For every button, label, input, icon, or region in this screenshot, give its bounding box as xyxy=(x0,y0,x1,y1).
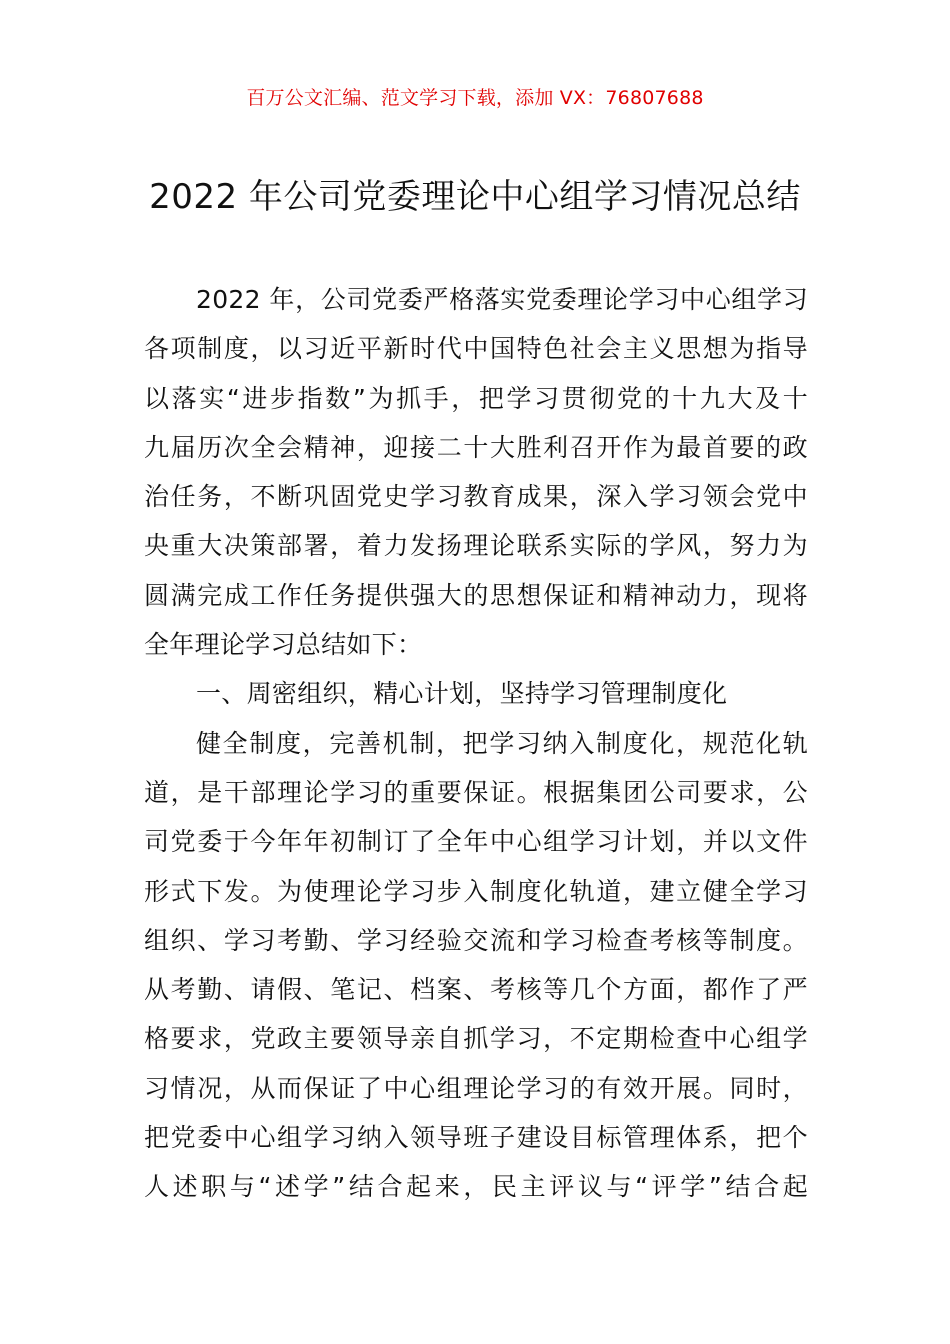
document-body xyxy=(144,275,808,1212)
paragraph-2-line: 习情况，从而保证了中心组理论学习的有效开展。同时， xyxy=(144,1073,808,1103)
paragraph-2-line: 人述职与“述学”结合起来，民主评议与“评学”结合起 xyxy=(144,1172,808,1202)
document-title: 2022 年公司党委理论中心组学习情况总结 xyxy=(149,177,801,217)
paragraph-1-line: 圆满完成工作任务提供强大的思想保证和精神动力，现将 xyxy=(144,580,808,610)
paragraph-1-line: 以落实“进步指数”为抓手，把学习贯彻党的十九大及十 xyxy=(144,383,808,413)
paragraph-2-line: 形式下发。为使理论学习步入制度化轨道，建立健全学习 xyxy=(144,876,808,906)
paragraph-1-line: 全年理论学习总结如下： xyxy=(144,630,423,660)
paragraph-1-line: 治任务，不断巩固党史学习教育成果，深入学习领会党中 xyxy=(144,482,808,512)
paragraph-1-line: 九届历次全会精神，迎接二十大胜利召开作为最首要的政 xyxy=(144,432,808,462)
paragraph-1-line: 各项制度，以习近平新时代中国特色社会主义思想为指导 xyxy=(144,334,808,364)
section-1-heading: 一、周密组织，精心计划，坚持学习管理制度化 xyxy=(196,679,728,709)
paragraph-2-line: 把党委中心组学习纳入领导班子建设目标管理体系，把个 xyxy=(144,1123,808,1153)
paragraph-2-line: 健全制度，完善机制，把学习纳入制度化，规范化轨 xyxy=(196,728,808,758)
paragraph-2-line: 司党委于今年年初制订了全年中心组学习计划，并以文件 xyxy=(144,827,808,857)
paragraph-1-line: 2022 年，公司党委严格落实党委理论学习中心组学习 xyxy=(196,285,808,314)
promo-header-note: 百万公文汇编、范文学习下载，添加 VX：76807688 xyxy=(246,87,704,109)
paragraph-2-line: 道，是干部理论学习的重要保证。根据集团公司要求，公 xyxy=(144,777,808,807)
paragraph-1-line: 央重大决策部署，着力发扬理论联系实际的学风，努力为 xyxy=(144,531,808,561)
paragraph-2-line: 组织、学习考勤、学习经验交流和学习检查考核等制度。 xyxy=(144,925,808,955)
paragraph-2-line: 格要求，党政主要领导亲自抓学习，不定期检查中心组学 xyxy=(144,1024,808,1054)
paragraph-2-line: 从考勤、请假、笔记、档案、考核等几个方面，都作了严 xyxy=(144,975,808,1005)
